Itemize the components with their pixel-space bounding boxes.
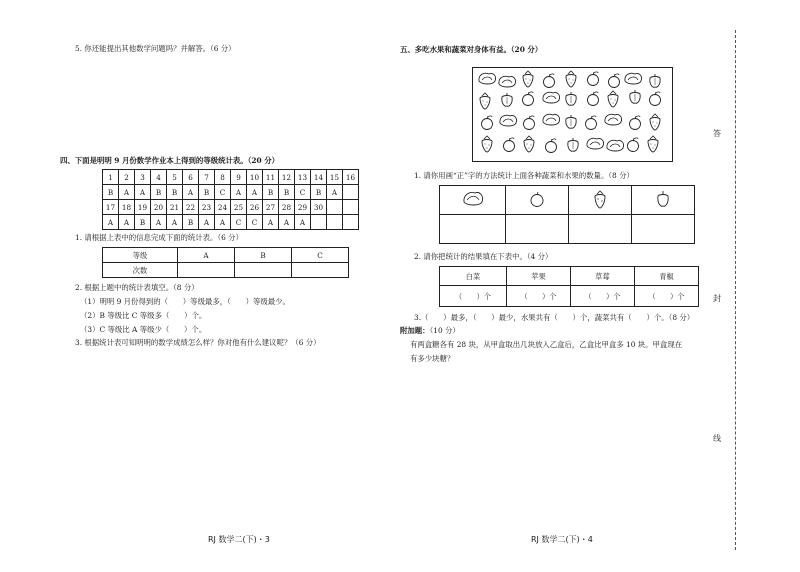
table-row — [103, 248, 349, 263]
table-cell: A — [215, 215, 231, 230]
extra-question-heading — [400, 326, 460, 336]
table-row — [103, 170, 359, 185]
table-cell: B — [311, 185, 327, 200]
tally-cell-cabbage[interactable] — [440, 215, 506, 244]
table-cell: 15 — [327, 170, 343, 185]
table-cell: 19 — [135, 200, 151, 215]
table-cell: A — [135, 185, 151, 200]
table-cell — [343, 200, 359, 215]
extra-question-title: 附加题： — [400, 326, 430, 335]
table-cell: 14 — [311, 170, 327, 185]
table-cell: 25 — [231, 200, 247, 215]
result-cell-pepper[interactable]: （ ）个 — [635, 286, 699, 307]
table-cell: B — [183, 215, 199, 230]
tally-header-pepper — [632, 186, 695, 215]
result-table — [439, 266, 699, 307]
table-row — [440, 186, 695, 215]
pepper-icon — [655, 189, 671, 209]
strawberry-icon — [592, 189, 608, 209]
page-footer-left: RJ 数学二(下)・3 — [208, 535, 270, 544]
table-cell: 16 — [343, 170, 359, 185]
question-5-2: 2. 请你把统计的结果填在下表中。（4 分） — [414, 252, 553, 261]
table-cell: 26 — [247, 200, 263, 215]
result-cell-apple[interactable]: （ ）个 — [507, 286, 571, 307]
table-cell: 24 — [215, 200, 231, 215]
header-a: A — [178, 248, 235, 263]
table-cell: A — [327, 185, 343, 200]
question-4-2-2: （2）B 等级比 C 等级多（ ）个。 — [80, 311, 207, 320]
table-cell — [343, 185, 359, 200]
question-4-3: 3. 根据统计表可知明明的数学成绩怎么样？你对他有什么建议呢？（6 分） — [75, 338, 321, 347]
tally-table — [439, 185, 695, 244]
result-header-cabbage: 白菜 — [440, 267, 507, 286]
table-cell: 1 — [103, 170, 119, 185]
result-header-pepper: 青椒 — [635, 267, 699, 286]
table-cell: A — [119, 215, 135, 230]
count-c-cell[interactable] — [292, 263, 349, 278]
table-cell: A — [151, 215, 167, 230]
tally-cell-pepper[interactable] — [632, 215, 695, 244]
count-a-cell[interactable] — [178, 263, 235, 278]
section-5-title: 五、多吃水果和蔬菜对身体有益。（20 分） — [400, 45, 543, 54]
table-cell: 13 — [295, 170, 311, 185]
table-cell: A — [183, 185, 199, 200]
grade-table — [102, 169, 359, 230]
table-cell: 17 — [103, 200, 119, 215]
table-cell: 12 — [279, 170, 295, 185]
table-cell: B — [199, 185, 215, 200]
question-4-2-1: （1）明明 9 月份得到的（ ）等级最多，（ ）等级最少。 — [80, 297, 290, 306]
table-row — [103, 215, 359, 230]
table-cell: 30 — [311, 200, 327, 215]
fruit-vegetable-picture — [472, 67, 673, 162]
table-cell: B — [151, 185, 167, 200]
tally-cell-apple[interactable] — [506, 215, 569, 244]
binding-char-1: 答 — [713, 129, 721, 138]
table-cell: 23 — [199, 200, 215, 215]
table-cell: B — [279, 185, 295, 200]
table-cell: 20 — [151, 200, 167, 215]
table-cell — [327, 215, 343, 230]
table-cell: A — [263, 215, 279, 230]
question-4-1: 1. 请根据上表中的信息完成下面的统计表。（6 分） — [75, 233, 243, 242]
stat-table — [102, 247, 349, 278]
question-4-2-3: （3）C 等级比 A 等级少（ ）个。 — [80, 325, 207, 334]
table-row — [440, 267, 699, 286]
table-cell: 7 — [199, 170, 215, 185]
section-4-title: 四、下面是明明 9 月份数学作业本上得到的等级统计表。（20 分） — [60, 156, 279, 165]
table-cell: 27 — [263, 200, 279, 215]
question-4-2: 2. 根据上题中的统计表填空。（8 分） — [75, 283, 199, 292]
table-row — [103, 200, 359, 215]
question-5: 5. 你还能提出其他数学问题吗？并解答。（6 分） — [75, 44, 236, 53]
table-cell: C — [295, 185, 311, 200]
page-footer-right: RJ 数学二(下)・4 — [531, 535, 593, 544]
table-cell: A — [231, 185, 247, 200]
table-cell: B — [103, 185, 119, 200]
header-b: B — [235, 248, 292, 263]
table-cell — [327, 200, 343, 215]
cabbage-icon — [461, 190, 485, 208]
table-row — [103, 185, 359, 200]
extra-question-line-2: 有多少块糖？ — [410, 354, 455, 363]
table-row — [440, 215, 695, 244]
tally-header-cabbage — [440, 186, 506, 215]
table-cell: 28 — [279, 200, 295, 215]
table-cell — [311, 215, 327, 230]
extra-question-points: （10 分） — [429, 326, 460, 335]
question-5-1: 1. 请你用画“正”字的方法统计上面各种蔬菜和水果的数量。（8 分） — [414, 171, 634, 180]
table-cell: B — [135, 215, 151, 230]
table-cell: A — [119, 185, 135, 200]
table-cell: B — [167, 185, 183, 200]
table-cell: 21 — [167, 200, 183, 215]
table-cell: 11 — [263, 170, 279, 185]
table-cell: 6 — [183, 170, 199, 185]
count-b-cell[interactable] — [235, 263, 292, 278]
binding-line — [735, 30, 736, 550]
tally-cell-strawberry[interactable] — [569, 215, 632, 244]
table-cell: 4 — [151, 170, 167, 185]
tally-header-strawberry — [569, 186, 632, 215]
result-cell-strawberry[interactable]: （ ）个 — [571, 286, 635, 307]
table-row — [103, 263, 349, 278]
binding-char-2: 封 — [713, 294, 721, 303]
table-cell: 22 — [183, 200, 199, 215]
table-cell: A — [295, 215, 311, 230]
binding-char-3: 线 — [713, 434, 721, 443]
table-cell: 18 — [119, 200, 135, 215]
table-cell: A — [199, 215, 215, 230]
table-cell: C — [247, 215, 263, 230]
table-cell: A — [103, 215, 119, 230]
table-cell: C — [231, 215, 247, 230]
table-row — [440, 286, 699, 307]
header-grade: 等级 — [103, 248, 178, 263]
table-cell: C — [215, 185, 231, 200]
table-cell: A — [279, 215, 295, 230]
table-cell: 9 — [231, 170, 247, 185]
table-cell: B — [263, 185, 279, 200]
row-count-label: 次数 — [103, 263, 178, 278]
table-cell: 5 — [167, 170, 183, 185]
table-cell: 29 — [295, 200, 311, 215]
table-cell: 2 — [119, 170, 135, 185]
result-header-apple: 苹果 — [507, 267, 571, 286]
result-header-strawberry: 草莓 — [571, 267, 635, 286]
result-cell-cabbage[interactable]: （ ）个 — [440, 286, 507, 307]
table-cell: A — [247, 185, 263, 200]
table-cell: 3 — [135, 170, 151, 185]
header-c: C — [292, 248, 349, 263]
tally-header-apple — [506, 186, 569, 215]
apple-icon — [529, 190, 545, 208]
table-cell — [343, 215, 359, 230]
table-cell: A — [167, 215, 183, 230]
produce-illustration — [473, 68, 672, 161]
extra-question-line-1: 有两盒糖各有 28 块，从甲盒取出几块放入乙盒后，乙盒比甲盒多 10 块。甲盒现在 — [410, 340, 683, 349]
table-cell: 10 — [247, 170, 263, 185]
table-cell: 8 — [215, 170, 231, 185]
question-5-3: 3.（ ）最多，（ ）最少，水果共有（ ）个，蔬菜共有（ ）个。（8 分） — [414, 313, 695, 322]
